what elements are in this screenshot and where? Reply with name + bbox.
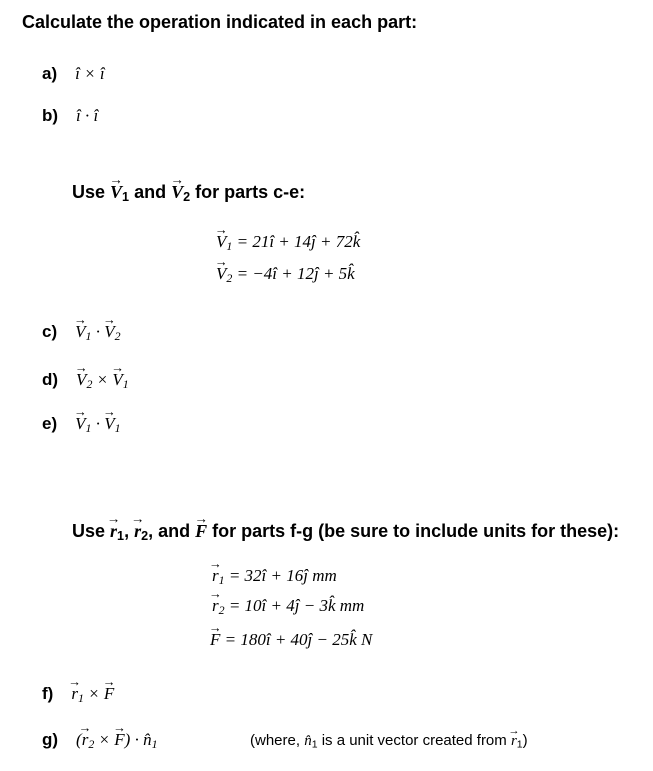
r2-eq-rhs: = 10î + 4ĵ − 3k̂ mm: [224, 596, 365, 615]
part-f: [42, 684, 114, 704]
part-e-expression: [75, 414, 120, 433]
force-eq-letter: F: [210, 630, 221, 649]
f-symbol: [195, 521, 207, 542]
part-f-op: ×: [83, 684, 104, 703]
note-r-symbol: [511, 733, 517, 750]
v1-eq-subscript: 1: [226, 238, 233, 253]
v2-equation: [216, 264, 355, 284]
v2-eq-letter: V: [216, 264, 227, 283]
part-d-right: V: [112, 370, 123, 389]
use2-suffix: for parts f-g (be sure to include units for these):: [207, 521, 620, 541]
use1-and: and: [129, 182, 172, 202]
force-equation: [210, 630, 372, 650]
v1-letter: V: [110, 182, 123, 202]
part-f-sub1: 1: [77, 690, 84, 705]
part-c-sub1: 1: [85, 328, 92, 343]
part-c: [42, 322, 121, 342]
part-d-left: V: [76, 370, 87, 389]
part-a-expression: î × î: [75, 64, 105, 83]
v2-eq-subscript: 2: [226, 270, 233, 285]
r2-equation: [212, 596, 364, 616]
part-g-op2: ·: [130, 730, 144, 749]
r1-symbol: [110, 521, 117, 542]
part-c-right: V: [104, 322, 115, 341]
r2-eq-letter: r: [212, 596, 219, 615]
part-e: [42, 414, 121, 434]
v2-subscript: 2: [183, 190, 191, 205]
note-prefix: (where,: [250, 732, 305, 749]
r2-letter: r: [134, 521, 142, 541]
r1-eq-letter: r: [212, 566, 219, 585]
part-d-op: ×: [92, 370, 113, 389]
r2-eq-symbol: [212, 596, 219, 616]
part-g-close-paren: ): [124, 730, 131, 749]
r1-letter: r: [110, 521, 118, 541]
v2-eq-symbol: [216, 264, 226, 284]
r1-eq-subscript: 1: [218, 572, 225, 587]
part-a-label: a): [42, 64, 58, 83]
part-g-r-sub: 2: [88, 736, 95, 751]
r2-symbol: [134, 521, 141, 542]
page-heading: Calculate the operation indicated in each part:: [22, 12, 418, 32]
part-g-open-paren: (: [76, 730, 82, 749]
part-e-op: ·: [91, 414, 105, 433]
v1-symbol: [110, 182, 122, 203]
use2-comma: ,: [124, 521, 135, 541]
use-vectors-instruction: [72, 182, 305, 203]
part-c-op: ·: [91, 322, 105, 341]
v1-equation: [216, 232, 360, 252]
r1-equation: [212, 566, 337, 586]
part-d-label: d): [42, 370, 59, 389]
v2-eq-rhs: = −4î + 12ĵ + 5k̂: [232, 264, 355, 283]
part-g-n: n̂: [143, 730, 152, 749]
v1-subscript: 1: [122, 190, 130, 205]
v1-eq-rhs: = 21î + 14ĵ + 72k̂: [232, 232, 361, 251]
use2-and: , and: [148, 521, 196, 541]
use1-suffix: for parts c-e:: [190, 182, 306, 202]
part-c-sub2: 2: [114, 328, 121, 343]
part-d-sub2: 1: [122, 376, 129, 391]
part-d-sub1: 2: [86, 376, 93, 391]
force-eq-symbol: [210, 630, 220, 650]
part-g-f: F: [114, 730, 125, 749]
v1-eq-symbol: [216, 232, 226, 252]
note-n-sub: 1: [311, 738, 318, 751]
r2-eq-subscript: 2: [218, 602, 225, 617]
note-n: n̂: [304, 733, 312, 749]
part-g-note: [250, 732, 528, 750]
part-f-right: F: [103, 684, 115, 703]
note-mid: is a unit vector created from: [317, 732, 511, 749]
part-f-expression: [71, 684, 114, 703]
r1-eq-rhs: = 32î + 16ĵ mm: [224, 566, 337, 585]
part-e-right: V: [104, 414, 115, 433]
v2-symbol: [171, 182, 183, 203]
part-f-left: r: [71, 684, 78, 703]
part-b-expression: î · î: [76, 106, 99, 125]
use2-prefix: Use: [72, 521, 111, 541]
r1-eq-symbol: [212, 566, 219, 586]
note-suffix: ): [522, 732, 528, 749]
part-e-sub1: 1: [85, 420, 92, 435]
part-g-expression: [76, 730, 158, 749]
v2-letter: V: [171, 182, 184, 202]
part-b: [42, 106, 98, 126]
part-b-label: b): [42, 106, 59, 125]
use1-prefix: Use: [72, 182, 111, 202]
force-eq-rhs: = 180î + 40ĵ − 25k̂ N: [220, 630, 373, 649]
part-e-sub2: 1: [114, 420, 121, 435]
part-d-expression: [76, 370, 129, 389]
v1-eq-letter: V: [216, 232, 227, 251]
part-c-left: V: [75, 322, 86, 341]
part-c-expression: [75, 322, 120, 341]
part-a: [42, 64, 105, 84]
part-g-label: g): [42, 730, 59, 749]
f-letter: F: [195, 521, 208, 541]
r1-subscript: 1: [117, 529, 125, 544]
use-positions-instruction: [72, 521, 619, 542]
part-g: [42, 730, 158, 750]
part-e-label: e): [42, 414, 58, 433]
part-d: [42, 370, 129, 390]
part-g-op1: ×: [94, 730, 115, 749]
part-e-left: V: [75, 414, 86, 433]
note-r-sub: 1: [516, 738, 523, 751]
part-c-label: c): [42, 322, 58, 341]
part-f-label: f): [42, 684, 54, 703]
part-g-r: r: [81, 730, 89, 749]
note-r: r: [510, 733, 517, 749]
part-g-n-sub: 1: [151, 736, 158, 751]
r2-subscript: 2: [141, 529, 149, 544]
